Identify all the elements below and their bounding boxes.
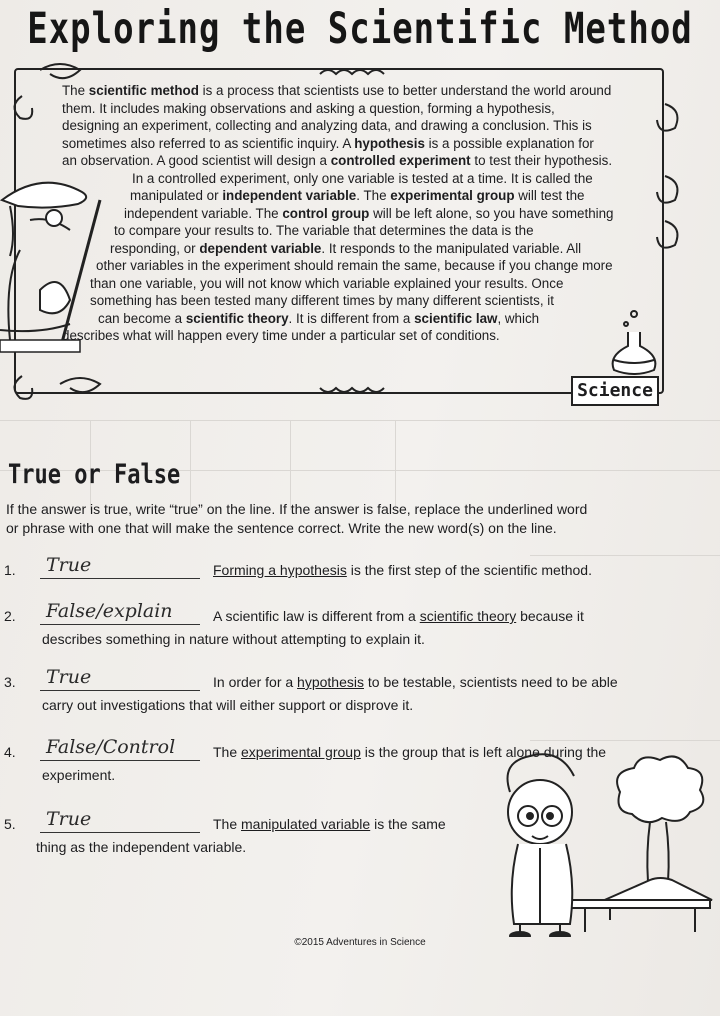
key-term: dependent variable (199, 240, 322, 256)
key-term: scientific law (414, 310, 498, 326)
intro-text: The (62, 83, 89, 98)
question-fragment: The (213, 744, 242, 760)
bleed-line (395, 420, 396, 510)
intro-text: to compare your results to. The variable that determines the data is the (114, 223, 534, 238)
instructions (6, 500, 706, 538)
intro-text: . The (356, 188, 391, 203)
intro-text: something has been tested many different times by many different scientists, it (90, 293, 554, 308)
intro-paragraph (62, 82, 662, 345)
intro-text: will test the (514, 188, 585, 203)
page-title: Exploring the Scientific Method (27, 4, 693, 54)
answer-line[interactable] (40, 624, 200, 625)
intro-text: designing an experiment, collecting and analyzing data, and drawing a conclusion. This is (62, 118, 592, 133)
intro-text: . It is different from a (288, 310, 415, 326)
intro-text: to test their hypothesis. (470, 153, 613, 168)
intro-text: is a possible explanation for (424, 135, 594, 151)
intro-text: other variables in the experiment should remain the same, because if you change more (96, 258, 613, 273)
question-fragment: because it (516, 608, 584, 624)
bleed-line (530, 740, 720, 741)
handwritten-answer: True (46, 554, 92, 576)
handwritten-answer: False/explain (46, 600, 173, 622)
intro-text: responding, or (110, 240, 200, 256)
intro-line (62, 117, 662, 135)
intro-line (62, 82, 662, 100)
answer-line[interactable] (40, 690, 200, 691)
underlined-term: Forming a hypothesis (213, 562, 347, 578)
intro-line (62, 170, 662, 188)
intro-line (62, 275, 662, 293)
question-fragment: is the same (370, 816, 446, 832)
intro-line (62, 100, 662, 118)
intro-line (62, 187, 662, 205)
intro-line (62, 152, 662, 170)
key-term: control group (282, 205, 370, 221)
intro-text: describes what will happen every time under a particular set of conditions. (62, 328, 500, 343)
handwritten-answer: True (46, 666, 92, 688)
question-continuation: carry out investigations that will either support or disprove it. (42, 697, 414, 713)
instructions-line-2: or phrase with one that will make the sentence correct. Write the new word(s) on the line. (6, 520, 557, 536)
question-number: 1. (4, 562, 16, 578)
question-text (213, 608, 584, 624)
question-fragment: is the first step of the scientific method. (346, 562, 592, 578)
question-number: 4. (4, 744, 16, 760)
question-fragment: The (213, 816, 242, 832)
key-term: independent variable (222, 188, 357, 203)
bleed-line (0, 420, 720, 421)
question-number: 5. (4, 816, 16, 832)
question-number: 2. (4, 608, 16, 624)
handwritten-answer: True (46, 808, 92, 830)
intro-line (62, 135, 662, 153)
intro-line (62, 327, 662, 345)
science-badge: Science (571, 376, 659, 406)
intro-text: independent variable. The (124, 205, 283, 221)
kid-volcano-illustration (490, 752, 715, 937)
bleed-line (530, 555, 720, 556)
intro-text: . It responds to the manipulated variable. All (321, 240, 582, 256)
intro-text: is a process that scientists use to better understand the world around (198, 83, 612, 98)
key-term: scientific theory (185, 310, 289, 326)
copyright: ©2015 Adventures in Science (294, 937, 426, 948)
intro-line (62, 257, 662, 275)
question-continuation: experiment. (42, 767, 116, 783)
key-term: controlled experiment (330, 153, 471, 168)
intro-line (62, 240, 662, 258)
intro-text: an observation. A good scientist will design a (62, 153, 331, 168)
question-fragment: to be testable, scientists need to be able (363, 674, 618, 690)
key-term: hypothesis (354, 135, 425, 151)
intro-line (62, 222, 662, 240)
underlined-term: scientific theory (419, 608, 517, 624)
bleed-line (190, 420, 191, 510)
intro-text: than one variable, you will not know which variable explained your results. Once (90, 275, 564, 291)
question-fragment: In order for a (213, 674, 298, 690)
question-text (213, 562, 592, 578)
question-text (213, 674, 618, 690)
key-term: experimental group (390, 188, 515, 203)
answer-line[interactable] (40, 760, 200, 761)
instructions-line-1: If the answer is true, write “true” on the line. If the answer is false, replace the underlined word (6, 501, 588, 517)
intro-line (62, 205, 662, 223)
question-continuation: thing as the independent variable. (36, 839, 247, 855)
intro-line (62, 310, 662, 328)
intro-text: , which (497, 310, 540, 326)
intro-text: can become a (98, 310, 186, 326)
underlined-term: experimental group (241, 744, 361, 760)
intro-text: will be left alone, so you have something (369, 205, 614, 221)
question-continuation: describes something in nature without attempting to explain it. (42, 631, 425, 647)
answer-line[interactable] (40, 578, 200, 579)
underlined-term: manipulated variable (241, 816, 371, 832)
question-number: 3. (4, 674, 16, 690)
key-term: scientific method (88, 83, 199, 98)
intro-text: sometimes also referred to as scientific inquiry. A (62, 135, 355, 151)
answer-line[interactable] (40, 832, 200, 833)
intro-text: In a controlled experiment, only one variable is tested at a time. It is called the (132, 170, 593, 186)
bleed-line (290, 420, 291, 510)
true-false-heading: True or False (8, 460, 181, 490)
underlined-term: hypothesis (297, 674, 364, 690)
question-text (213, 816, 446, 832)
question-fragment: is the group that is left alone during the (360, 744, 607, 760)
question-fragment: A scientific law is different from a (213, 608, 420, 624)
intro-text: them. It includes making observations and asking a question, forming a hypothesis, (62, 100, 555, 116)
intro-line (62, 292, 662, 310)
handwritten-answer: False/Control (46, 736, 176, 758)
intro-text: manipulated or (130, 188, 223, 203)
